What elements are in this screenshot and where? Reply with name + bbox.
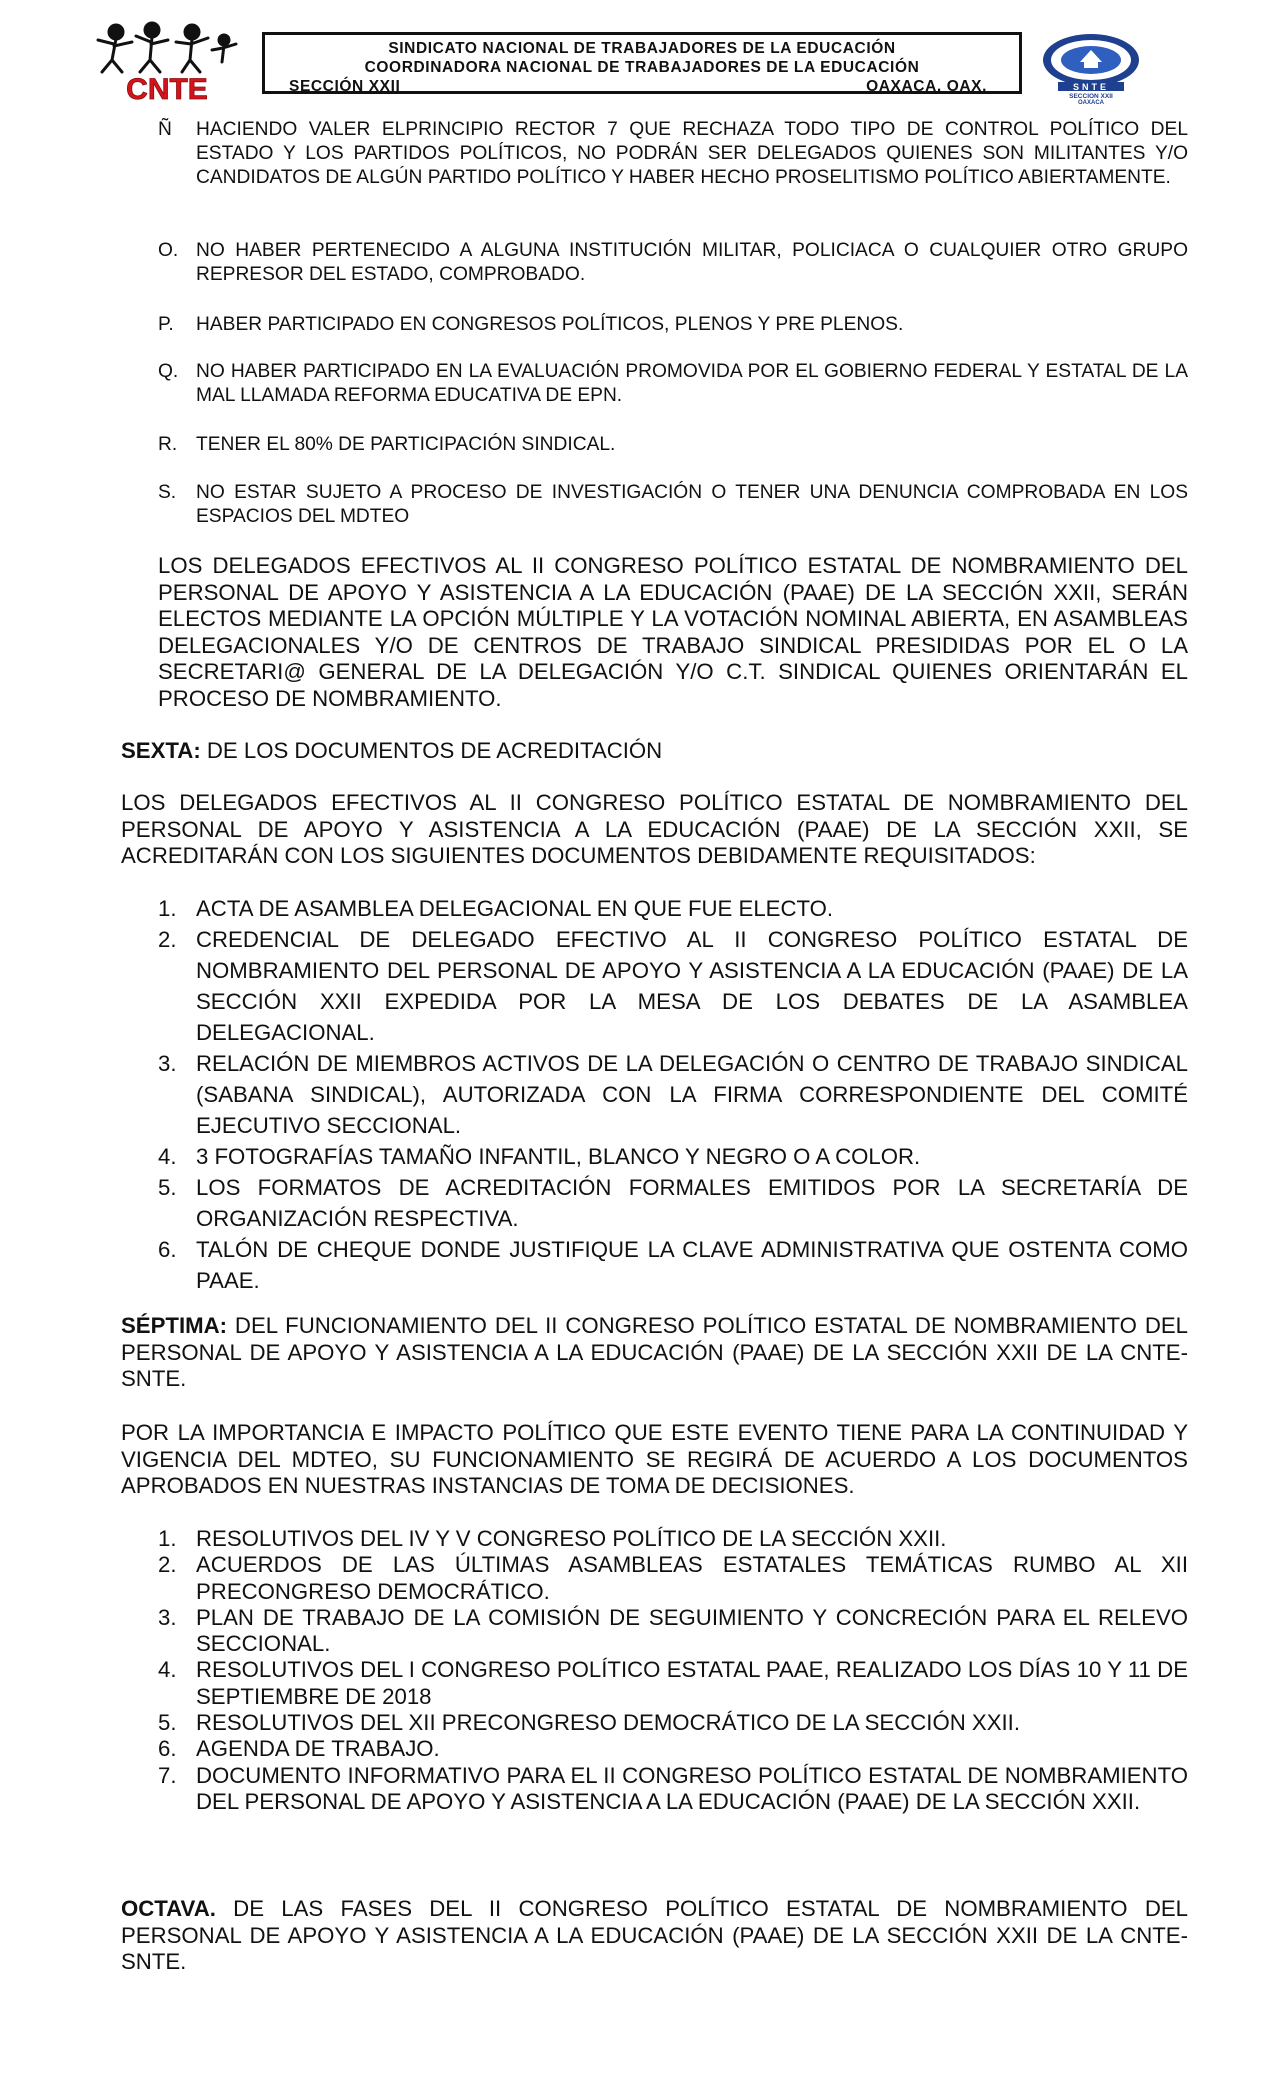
- union-header-box: [262, 32, 1022, 94]
- list-item: [158, 1710, 1188, 1736]
- list-text: RESOLUTIVOS DEL IV Y V CONGRESO POLÍTICO DE LA SECCIÓN XXII.: [196, 1526, 947, 1551]
- list-number: 1.: [158, 1526, 177, 1551]
- requirement-item: [158, 481, 1188, 529]
- list-text: ACTA DE ASAMBLEA DELEGACIONAL EN QUE FUE ELECTO.: [196, 896, 834, 921]
- list-text: RELACIÓN DE MIEMBROS ACTIVOS DE LA DELEGACIÓN O CENTRO DE TRABAJO SINDICAL (SABANA SINDICAL), AUTORIZADA CON LA FIRMA CORRESPONDIENTE DEL COMITÉ EJECUTIVO SECCIONAL.: [196, 1051, 1188, 1138]
- list-text: TALÓN DE CHEQUE DONDE JUSTIFIQUE LA CLAVE ADMINISTRATIVA QUE OSTENTA COMO PAAE.: [196, 1237, 1188, 1293]
- requirement-item: [158, 360, 1188, 408]
- snte-logo-sub1: SECCION XXII: [1069, 93, 1113, 100]
- requirement-item: [158, 239, 1188, 287]
- snte-logo-sub2: OAXACA: [1077, 100, 1105, 104]
- list-number: 1.: [158, 896, 177, 921]
- requirement-letter: R.: [158, 434, 178, 455]
- list-item: [158, 1141, 1188, 1172]
- requirement-text: HACIENDO VALER ELPRINCIPIO RECTOR 7 QUE RECHAZA TODO TIPO DE CONTROL POLÍTICO DEL ESTADO Y LOS PARTIDOS POLÍTICOS, NO PODRÁN SER DELEGADOS QUIENES SON MILITANTES Y/O CANDIDATOS DE ALGÚN PARTIDO POLÍTICO Y HABER HECHO PROSELITISMO POLÍTICO ABIERTAMENTE.: [196, 119, 1188, 188]
- septima-intro: POR LA IMPORTANCIA E IMPACTO POLÍTICO QUE ESTE EVENTO TIENE PARA LA CONTINUIDAD Y VIGENCIA DEL MDTEO, SU FUNCIONAMIENTO SE REGIRÁ DE ACUERDO A LOS DOCUMENTOS APROBADOS EN NUESTRAS INSTANCIAS DE TOMA DE DECISIONES.: [121, 1420, 1188, 1498]
- list-item: [158, 1234, 1188, 1296]
- list-item: [158, 924, 1188, 1048]
- requirement-letter: Ñ: [158, 119, 172, 140]
- snte-logo: [1040, 32, 1142, 104]
- list-number: 5.: [158, 1175, 177, 1200]
- list-number: 2.: [158, 927, 177, 952]
- section-row: [275, 77, 1009, 96]
- requirement-text: NO HABER PARTICIPADO EN LA EVALUACIÓN PROMOVIDA POR EL GOBIERNO FEDERAL Y ESTATAL DE LA MAL LLAMADA REFORMA EDUCATIVA DE EPN.: [196, 361, 1188, 406]
- list-number: 3.: [158, 1051, 177, 1076]
- section-title: DE LAS FASES DEL II CONGRESO POLÍTICO ESTATAL DE NOMBRAMIENTO DEL PERSONAL DE APOYO Y ASISTENCIA A LA EDUCACIÓN (PAAE) DE LA SECCIÓN XXII DE LA CNTE- SNTE.: [121, 1896, 1188, 1974]
- sexta-intro: LOS DELEGADOS EFECTIVOS AL II CONGRESO POLÍTICO ESTATAL DE NOMBRAMIENTO DEL PERSONAL DE APOYO Y ASISTENCIA A LA EDUCACIÓN (PAAE) DE LA SECCIÓN XXII, SE ACREDITARÁN CON LOS SIGUIENTES DOCUMENTOS DEBIDAMENTE REQUISITADOS:: [121, 790, 1188, 868]
- section-heading-septima: [121, 1313, 1188, 1393]
- section-heading-octava: [121, 1896, 1188, 1976]
- list-item: [158, 1552, 1188, 1605]
- location-label: OAXACA, OAX.: [866, 78, 987, 95]
- list-item: [158, 1526, 1188, 1552]
- list-number: 3.: [158, 1604, 177, 1630]
- list-text: ACUERDOS DE LAS ÚLTIMAS ASAMBLEAS ESTATALES TEMÁTICAS RUMBO AL XII PRECONGRESO DEMOCRÁTICO.: [196, 1552, 1188, 1604]
- requirement-letter: O.: [158, 240, 179, 261]
- requirement-letter: Q.: [158, 361, 179, 382]
- election-paragraph: LOS DELEGADOS EFECTIVOS AL II CONGRESO POLÍTICO ESTATAL DE NOMBRAMIENTO DEL PERSONAL DE APOYO Y ASISTENCIA A LA EDUCACIÓN (PAAE) DE LA SECCIÓN XXII, SERÁN ELECTOS MEDIANTE LA OPCIÓN MÚLTIPLE Y LA VOTACIÓN NOMINAL ABIERTA, EN ASAMBLEAS DELEGACIONALES Y/O DE CENTROS DE TRABAJO SINDICAL PRESIDIDAS POR EL O LA SECRETARI@ GENERAL DE LA DELEGACIÓN Y/O C.T. SINDICAL QUIENES ORIENTARÁN EL PROCESO DE NOMBRAMIENTO.: [158, 553, 1188, 711]
- list-text: DOCUMENTO INFORMATIVO PARA EL II CONGRESO POLÍTICO ESTATAL DE NOMBRAMIENTO DEL PERSONAL DE APOYO Y ASISTENCIA A LA EDUCACIÓN (PAAE) DE LA SECCIÓN XXII.: [196, 1762, 1188, 1814]
- list-number: 5.: [158, 1710, 177, 1736]
- list-number: 2.: [158, 1552, 177, 1578]
- list-text: RESOLUTIVOS DEL XII PRECONGRESO DEMOCRÁTICO DE LA SECCIÓN XXII.: [196, 1710, 1020, 1736]
- requirement-text: NO HABER PERTENECIDO A ALGUNA INSTITUCIÓN MILITAR, POLICIACA O CUALQUIER OTRO GRUPO REPRESOR DEL ESTADO, COMPROBADO.: [196, 240, 1188, 285]
- requirement-text: TENER EL 80% DE PARTICIPACIÓN SINDICAL.: [196, 434, 616, 455]
- list-item: [158, 1763, 1188, 1816]
- list-item: [158, 1605, 1188, 1658]
- list-number: 7.: [158, 1762, 177, 1788]
- cnte-logo-text: CNTE: [126, 73, 208, 102]
- list-text: AGENDA DE TRABAJO.: [196, 1736, 440, 1762]
- sexta-document-list: [158, 893, 1188, 1296]
- list-text: CREDENCIAL DE DELEGADO EFECTIVO AL II CONGRESO POLÍTICO ESTATAL DE NOMBRAMIENTO DEL PERSONAL DE APOYO Y ASISTENCIA A LA EDUCACIÓN (PAAE) DE LA SECCIÓN XXII EXPEDIDA POR LA MESA DE LOS DEBATES DE LA ASAMBLEA DELEGACIONAL.: [196, 927, 1188, 1045]
- cnte-logo: [92, 20, 242, 102]
- section-title: DE LOS DOCUMENTOS DE ACREDITACIÓN: [200, 738, 663, 763]
- list-number: 4.: [158, 1144, 177, 1169]
- requirement-text: HABER PARTICIPADO EN CONGRESOS POLÍTICOS, PLENOS Y PRE PLENOS.: [196, 314, 904, 335]
- section-label: SÉPTIMA:: [121, 1313, 228, 1338]
- coordinator-name: COORDINADORA NACIONAL DE TRABAJADORES DE LA EDUCACIÓN: [364, 59, 920, 76]
- union-name: SINDICATO NACIONAL DE TRABAJADORES DE LA EDUCACIÓN: [388, 40, 896, 57]
- section-label: SECCIÓN XXII: [289, 78, 401, 95]
- requirement-item: [158, 433, 1188, 457]
- requirement-item: [158, 118, 1188, 190]
- septima-document-list: [158, 1526, 1188, 1815]
- list-item: [158, 1657, 1188, 1710]
- list-number: 6.: [158, 1736, 177, 1762]
- list-number: 6.: [158, 1237, 177, 1262]
- requirement-item: [158, 313, 1188, 337]
- list-text: PLAN DE TRABAJO DE LA COMISIÓN DE SEGUIMIENTO Y CONCRECIÓN PARA EL RELEVO SECCIONAL.: [196, 1604, 1188, 1657]
- list-text: LOS FORMATOS DE ACREDITACIÓN FORMALES EMITIDOS POR LA SECRETARÍA DE ORGANIZACIÓN RESPECTIVA.: [196, 1175, 1188, 1231]
- list-item: [158, 1048, 1188, 1141]
- snte-logo-text: SNTE: [1072, 82, 1110, 92]
- list-item: [158, 1736, 1188, 1762]
- list-item: [158, 1172, 1188, 1234]
- letterhead: [0, 0, 1275, 110]
- requirement-text: NO ESTAR SUJETO A PROCESO DE INVESTIGACIÓN O TENER UNA DENUNCIA COMPROBADA EN LOS ESPACIOS DEL MDTEO: [196, 482, 1188, 527]
- list-text: RESOLUTIVOS DEL I CONGRESO POLÍTICO ESTATAL PAAE, REALIZADO LOS DÍAS 10 Y 11 DE SEPTIEMBRE DE 2018: [196, 1657, 1188, 1709]
- requirement-letter: S.: [158, 482, 177, 503]
- section-heading-sexta: [121, 738, 1188, 765]
- list-number: 4.: [158, 1657, 177, 1683]
- list-item: [158, 893, 1188, 924]
- requirement-letter: P.: [158, 314, 174, 335]
- list-text: 3 FOTOGRAFÍAS TAMAÑO INFANTIL, BLANCO Y NEGRO O A COLOR.: [196, 1144, 921, 1169]
- section-label: SEXTA:: [121, 738, 201, 763]
- section-label: OCTAVA.: [121, 1896, 216, 1921]
- section-title: DEL FUNCIONAMIENTO DEL II CONGRESO POLÍTICO ESTATAL DE NOMBRAMIENTO DEL PERSONAL DE APOYO Y ASISTENCIA A LA EDUCACIÓN (PAAE) DE LA SECCIÓN XXII DE LA CNTE- SNTE.: [121, 1313, 1188, 1391]
